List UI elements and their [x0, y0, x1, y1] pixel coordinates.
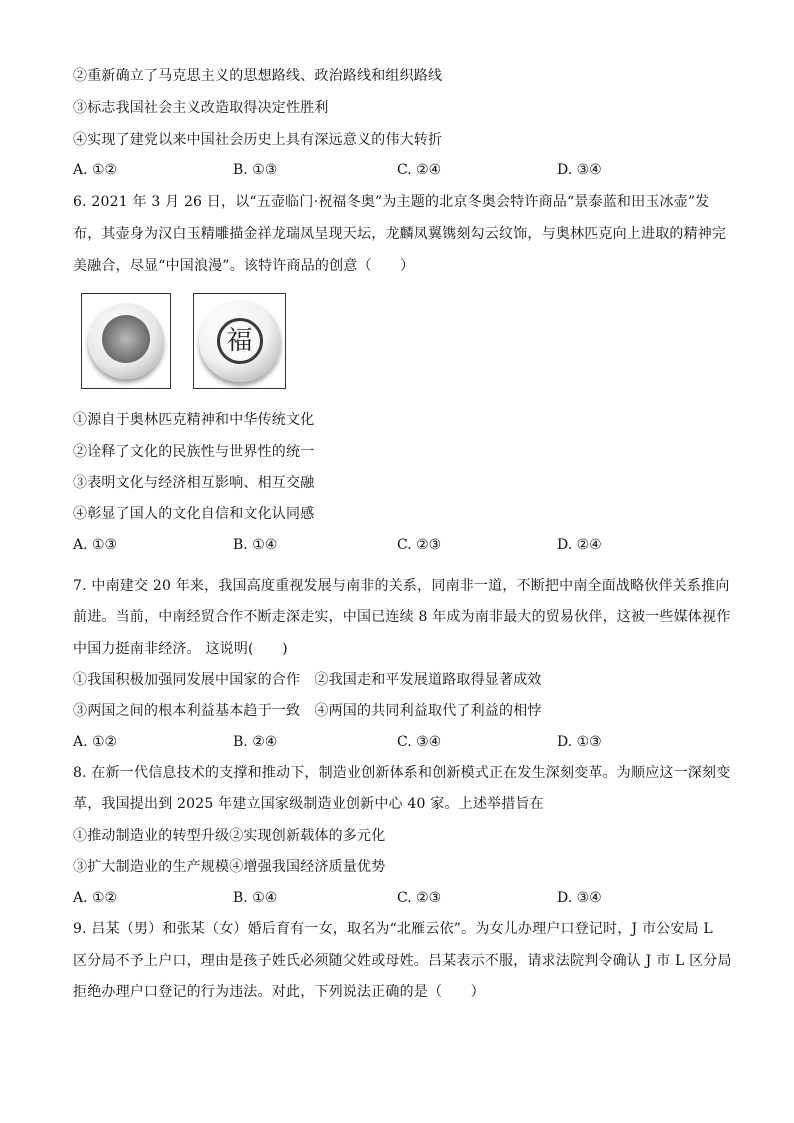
q5-option-b[interactable]: B. ①③ [233, 162, 278, 178]
q7-statements-3-4: ③两国之间的根本利益基本趋于一致 ④两国的共同利益取代了利益的相悖 [73, 703, 542, 719]
q5-option-a[interactable]: A. ①② [73, 162, 118, 178]
fu-seal-icon [217, 318, 263, 364]
q5-statement-4: ④实现了建党以来中国社会历史上具有深远意义的伟大转折 [73, 132, 443, 148]
q6-stem-line-2: 布，其壶身为汉白玉精雕描金祥龙瑞凤呈现天坛，龙麟凤翼镌刻勾云纹饰，与奥林匹克向上进取的精神完 [73, 226, 727, 242]
q6-statement-2: ②诠释了文化的民族性与世界性的统一 [73, 444, 315, 460]
q9-stem-line-3: 拒绝办理户口登记的行为违法。对此，下列说法正确的是（ ） [73, 984, 485, 1000]
q8-stem-line-1: 8. 在新一代信息技术的支撑和推动下，制造业创新体系和创新模式正在发生深刻变革。为顺应这一深刻变 [73, 765, 731, 781]
q8-option-b[interactable]: B. ①④ [233, 890, 278, 906]
q8-stem-line-2: 革，我国提出到 2025 年建立国家级制造业创新中心 40 家。上述举措旨在 [73, 796, 544, 812]
q7-option-c[interactable]: C. ③④ [397, 734, 442, 750]
q6-stem-line-1: 6. 2021 年 3 月 26 日，以“五壶临门·祝福冬奥”为主题的北京冬奥会特许商品“景泰蓝和田玉冰壶”发 [73, 194, 710, 210]
engraved-pattern [102, 315, 150, 363]
q7-option-b[interactable]: B. ②④ [233, 734, 278, 750]
curling-stone-dragon [88, 303, 164, 379]
q7-stem-line-2: 前进。当前，中南经贸合作不断走深走实，中国已连续 8 年成为南非最大的贸易伙伴，这被一些媒体视作 [73, 609, 731, 625]
q8-statements-1-2: ①推动制造业的转型升级②实现创新载体的多元化 [73, 828, 386, 844]
q9-stem-line-1: 9. 吕某（男）和张某（女）婚后育有一女，取名为“北雁云依”。为女儿办理户口登记时，J 市公安局 L [73, 921, 713, 937]
curling-stone-image-2 [193, 293, 286, 389]
q7-statements-1-2: ①我国积极加强同发展中国家的合作 ②我国走和平发展道路取得显著成效 [73, 672, 542, 688]
q5-option-d[interactable]: D. ③④ [557, 162, 602, 178]
q9-stem-line-2: 区分局不予上户口，理由是孩子姓氏必须随父姓或母姓。吕某表示不服，请求法院判令确认 J 市 L 区分局 [73, 953, 732, 969]
q5-statement-3: ③标志我国社会主义改造取得决定性胜利 [73, 100, 329, 116]
q8-option-c[interactable]: C. ②③ [397, 890, 442, 906]
q8-option-d[interactable]: D. ③④ [557, 890, 602, 906]
q5-statement-2: ②重新确立了马克思主义的思想路线、政治路线和组织路线 [73, 68, 443, 84]
q7-stem-line-1: 7. 中南建交 20 年来，我国高度重视发展与南非的关系，同南非一道，不断把中南全面战略伙伴关系推向 [73, 578, 730, 594]
q6-option-a[interactable]: A. ①③ [73, 537, 118, 553]
q6-statement-1: ①源自于奥林匹克精神和中华传统文化 [73, 412, 315, 428]
q7-option-a[interactable]: A. ①② [73, 734, 118, 750]
q6-stem-line-3: 美融合，尽显“中国浪漫”。该特许商品的创意（ ） [73, 258, 415, 274]
q6-statement-4: ④彰显了国人的文化自信和文化认同感 [73, 506, 315, 522]
q6-statement-3: ③表明文化与经济相互影响、相互交融 [73, 475, 315, 491]
q7-option-d[interactable]: D. ①③ [557, 734, 602, 750]
fu-character: 福 [226, 326, 253, 356]
q7-stem-line-3: 中国力挺南非经济。 这说明( ) [73, 641, 288, 657]
curling-stone-image-1 [81, 293, 171, 389]
q5-option-c[interactable]: C. ②④ [397, 162, 442, 178]
q6-option-d[interactable]: D. ②④ [557, 537, 602, 553]
q8-statements-3-4: ③扩大制造业的生产规模④增强我国经济质量优势 [73, 859, 386, 875]
q6-option-c[interactable]: C. ②③ [397, 537, 442, 553]
curling-stone-fu [199, 300, 281, 382]
q8-option-a[interactable]: A. ①② [73, 890, 118, 906]
q6-option-b[interactable]: B. ①④ [233, 537, 278, 553]
